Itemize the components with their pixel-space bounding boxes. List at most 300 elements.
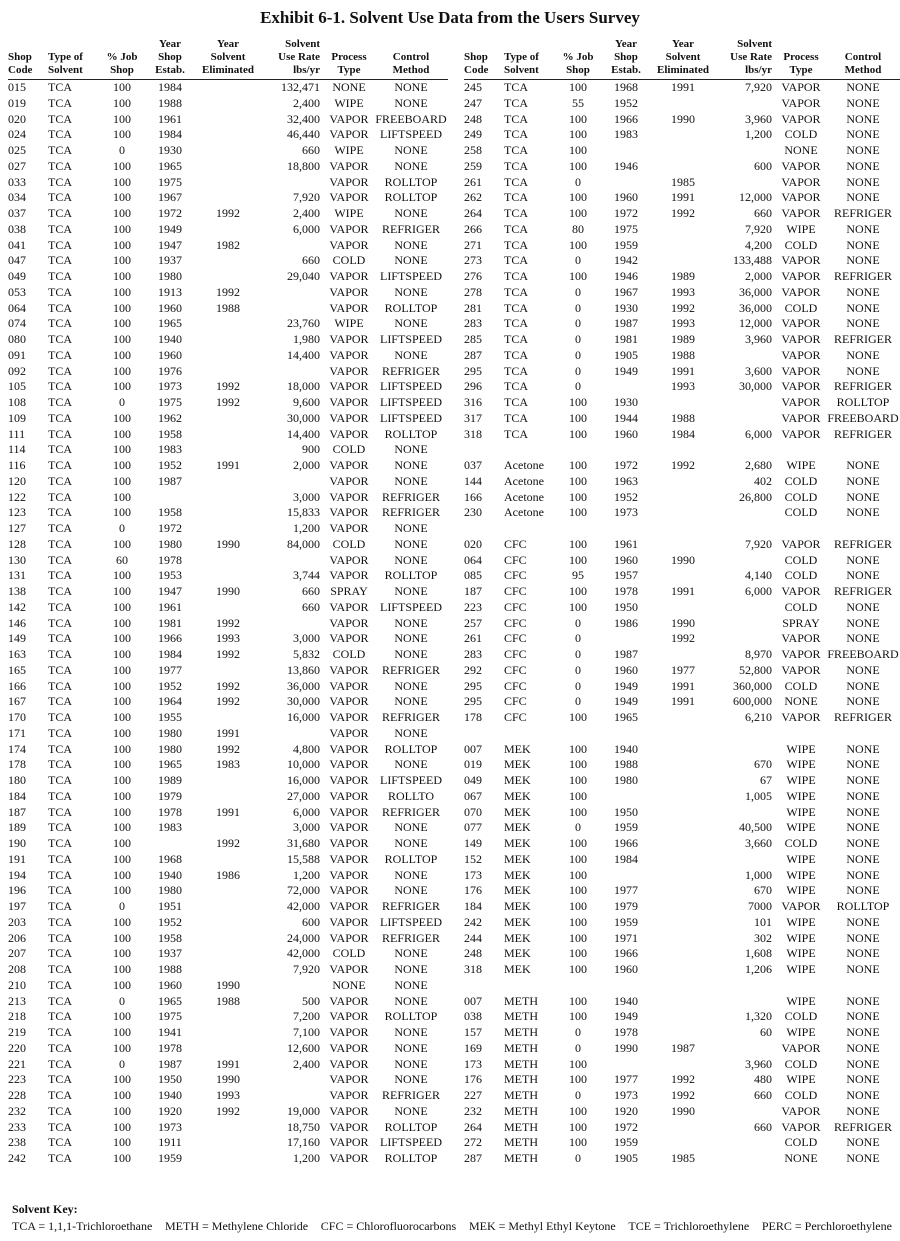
cell-year-established: 1988 xyxy=(158,95,182,110)
cell-shop-code: 272 xyxy=(464,1135,482,1150)
cell-year-eliminated xyxy=(196,521,260,537)
cell-process-type: VAPOR xyxy=(329,851,369,866)
table-row xyxy=(8,1057,448,1073)
cell-year-eliminated: 1992 xyxy=(216,694,240,709)
cell-control-method: REFRIGER xyxy=(381,363,440,378)
cell-solvent-type: MEK xyxy=(504,788,531,803)
table-row xyxy=(8,1041,448,1057)
cell-use-rate: 1,000 xyxy=(745,867,772,882)
table-row xyxy=(464,332,900,348)
table-row xyxy=(464,631,900,647)
cell-year-established: 1966 xyxy=(614,111,638,126)
cell-process-type: COLD xyxy=(784,1056,818,1071)
cell-job-shop-pct: 100 xyxy=(113,536,131,551)
cell-year-established: 1984 xyxy=(158,647,182,661)
cell-control-method: ROLLTOP xyxy=(836,899,890,913)
cell-job-shop-pct: 100 xyxy=(113,127,131,142)
cell-control-method: REFRIGER xyxy=(381,489,440,504)
cell-job-shop-pct: 100 xyxy=(569,473,587,488)
table-row xyxy=(464,994,900,1010)
cell-year-established: 1965 xyxy=(158,993,182,1008)
cell-control-method: LIFTSPEED xyxy=(379,269,442,283)
cell-process-type: WIPE xyxy=(786,221,816,236)
cell-shop-code: 138 xyxy=(8,584,26,598)
cell-job-shop-pct: 0 xyxy=(575,1025,581,1039)
cell-year-established xyxy=(600,978,652,994)
cell-year-established: 1965 xyxy=(158,158,182,173)
cell-shop-code: 038 xyxy=(8,221,26,236)
cell-shop-code: 109 xyxy=(8,410,26,425)
cell-year-eliminated: 1992 xyxy=(671,206,695,220)
cell-job-shop-pct: 100 xyxy=(113,1009,131,1024)
table-row xyxy=(8,820,448,836)
cell-year-established: 1961 xyxy=(158,111,182,126)
cell-control-method: NONE xyxy=(394,836,428,850)
table-row xyxy=(8,159,448,175)
cell-job-shop-pct: 100 xyxy=(113,1135,131,1150)
cell-process-type: VAPOR xyxy=(781,379,821,394)
cell-job-shop-pct: 100 xyxy=(569,426,587,441)
cell-shop-code: 232 xyxy=(464,1103,482,1118)
table-row xyxy=(8,521,448,537)
cell-control-method: NONE xyxy=(846,851,880,866)
cell-shop-code: 273 xyxy=(464,253,482,268)
cell-shop-code: 184 xyxy=(464,899,482,913)
cell-control-method: NONE xyxy=(846,615,880,630)
cell-shop-code: 316 xyxy=(464,395,482,409)
cell-use-rate: 26,800 xyxy=(739,489,772,504)
cell-process-type: COLD xyxy=(784,489,818,504)
cell-solvent-type: TCA xyxy=(504,80,528,94)
cell-control-method: NONE xyxy=(394,316,428,331)
cell-control-method: ROLLTOP xyxy=(384,1119,438,1134)
solvent-key-items xyxy=(12,1219,892,1234)
cell-year-established xyxy=(600,1057,652,1073)
cell-shop-code: 257 xyxy=(464,615,482,630)
table-row xyxy=(464,1041,900,1057)
cell-use-rate xyxy=(714,631,776,647)
table-row xyxy=(8,379,448,395)
cell-use-rate: 30,000 xyxy=(287,410,320,425)
cell-job-shop-pct: 100 xyxy=(113,300,131,315)
cell-year-established: 1937 xyxy=(158,253,182,268)
cell-process-type: VAPOR xyxy=(329,820,369,835)
cell-solvent-type: METH xyxy=(504,1056,538,1071)
cell-process-type: COLD xyxy=(784,552,818,567)
cell-shop-code: 219 xyxy=(8,1025,26,1039)
cell-job-shop-pct: 100 xyxy=(569,804,587,819)
cell-year-established: 1959 xyxy=(614,237,638,252)
cell-control-method: NONE xyxy=(394,473,428,488)
cell-year-eliminated: 1987 xyxy=(671,1040,695,1055)
cell-process-type: VAPOR xyxy=(329,1040,369,1055)
table-row xyxy=(464,742,900,758)
cell-shop-code: 178 xyxy=(8,757,26,772)
cell-job-shop-pct: 100 xyxy=(113,190,131,205)
cell-shop-code: 108 xyxy=(8,395,26,409)
cell-solvent-type: TCA xyxy=(48,473,72,488)
cell-shop-code: 116 xyxy=(8,458,26,472)
cell-use-rate xyxy=(260,1072,324,1088)
cell-shop-code: 184 xyxy=(8,788,26,803)
cell-use-rate: 3,660 xyxy=(745,836,772,850)
cell-use-rate: 32,400 xyxy=(287,111,320,126)
cell-solvent-type: TCA xyxy=(48,111,72,126)
cell-job-shop-pct xyxy=(556,521,600,537)
cell-shop-code: 149 xyxy=(8,631,26,646)
cell-year-eliminated: 1992 xyxy=(216,206,240,220)
cell-year-eliminated: 1983 xyxy=(216,757,240,772)
cell-process-type: VAPOR xyxy=(329,773,369,787)
cell-job-shop-pct: 95 xyxy=(572,568,584,583)
cell-solvent-type: TCA xyxy=(48,347,72,362)
cell-process-type: COLD xyxy=(784,237,818,252)
table-row xyxy=(464,584,900,600)
cell-year-eliminated: 1991 xyxy=(671,363,695,378)
cell-year-eliminated xyxy=(196,931,260,947)
cell-job-shop-pct: 100 xyxy=(113,158,131,173)
table-row xyxy=(464,490,900,506)
cell-process-type: VAPOR xyxy=(329,1151,369,1165)
cell-control-method: REFRIGER xyxy=(833,206,892,220)
cell-shop-code: 197 xyxy=(8,899,26,913)
cell-job-shop-pct: 100 xyxy=(569,962,587,976)
cell-process-type: VAPOR xyxy=(329,662,369,677)
cell-control-method: NONE xyxy=(846,552,880,567)
table-row xyxy=(464,96,900,112)
cell-shop-code: 180 xyxy=(8,773,26,787)
cell-solvent-type: TCA xyxy=(504,95,528,110)
cell-year-eliminated xyxy=(652,931,714,947)
cell-process-type: VAPOR xyxy=(781,647,821,661)
cell-process-type: VAPOR xyxy=(329,284,369,299)
cell-solvent-type: TCA xyxy=(504,158,528,173)
cell-job-shop-pct: 100 xyxy=(113,442,131,457)
cell-process-type: VAPOR xyxy=(329,962,369,976)
cell-control-method: NONE xyxy=(394,725,428,740)
cell-solvent-type: MEK xyxy=(504,930,531,945)
table-row xyxy=(8,679,448,695)
cell-shop-code: 261 xyxy=(464,174,482,189)
cell-job-shop-pct: 100 xyxy=(113,584,131,598)
cell-control-method: LIFTSPEED xyxy=(379,914,442,929)
cell-process-type: VAPOR xyxy=(329,694,369,709)
cell-job-shop-pct: 100 xyxy=(113,80,131,94)
cell-job-shop-pct: 100 xyxy=(113,694,131,709)
cell-shop-code: 228 xyxy=(8,1088,26,1102)
solvent-key xyxy=(12,1202,892,1234)
cell-year-eliminated: 1993 xyxy=(671,284,695,299)
cell-year-eliminated xyxy=(652,600,714,616)
cell-use-rate: 19,000 xyxy=(287,1103,320,1118)
cell-job-shop-pct: 100 xyxy=(569,489,587,504)
cell-solvent-type: METH xyxy=(504,1103,538,1118)
table-row xyxy=(8,364,448,380)
cell-solvent-type: MEK xyxy=(504,836,531,850)
cell-shop-code: 245 xyxy=(464,80,482,94)
cell-use-rate: 2,400 xyxy=(293,206,320,220)
cell-process-type: COLD xyxy=(332,946,366,961)
cell-shop-code: 213 xyxy=(8,993,26,1008)
cell-process-type: VAPOR xyxy=(781,174,821,189)
cell-year-eliminated: 1988 xyxy=(671,410,695,425)
cell-year-established: 1977 xyxy=(614,1072,638,1087)
cell-solvent-type: TCA xyxy=(48,316,72,331)
table-row xyxy=(464,190,900,206)
table-row xyxy=(8,490,448,506)
cell-shop-code: 019 xyxy=(8,95,26,110)
cell-job-shop-pct: 0 xyxy=(119,143,125,157)
cell-solvent-type: TCA xyxy=(48,174,72,189)
cell-shop-code: 074 xyxy=(8,316,26,331)
cell-shop-code: 015 xyxy=(8,80,26,94)
cell-year-established xyxy=(600,789,652,805)
cell-process-type: WIPE xyxy=(786,820,816,835)
cell-process-type: VAPOR xyxy=(781,395,821,409)
table-row xyxy=(8,348,448,364)
cell-solvent-type: TCA xyxy=(48,804,72,819)
cell-job-shop-pct: 100 xyxy=(113,836,131,850)
cell-year-eliminated xyxy=(196,1151,260,1167)
column-header-shop-code: Shop Code xyxy=(464,38,504,80)
cell-control-method: NONE xyxy=(394,284,428,299)
cell-shop-code: 170 xyxy=(8,710,26,724)
cell-year-established: 1958 xyxy=(158,930,182,945)
cell-job-shop-pct: 100 xyxy=(113,757,131,772)
cell-process-type: VAPOR xyxy=(781,80,821,94)
cell-use-rate: 3,000 xyxy=(293,489,320,504)
cell-year-established: 1983 xyxy=(158,442,182,457)
cell-year-established: 1930 xyxy=(158,143,182,157)
cell-solvent-type: TCA xyxy=(504,237,528,252)
table-row xyxy=(464,1025,900,1041)
cell-year-established xyxy=(600,631,652,647)
cell-shop-code: 266 xyxy=(464,221,482,236)
cell-year-eliminated: 1990 xyxy=(671,615,695,630)
cell-control-method: NONE xyxy=(846,914,880,929)
cell-job-shop-pct: 0 xyxy=(575,662,581,677)
cell-use-rate: 3,600 xyxy=(745,363,772,378)
cell-year-established xyxy=(600,726,652,742)
cell-year-eliminated: 1984 xyxy=(671,426,695,441)
cell-solvent-type: TCA xyxy=(48,363,72,378)
cell-solvent-type: TCA xyxy=(504,174,528,189)
cell-use-rate: 3,960 xyxy=(745,111,772,126)
table-row xyxy=(464,127,900,143)
cell-year-established: 1983 xyxy=(158,820,182,835)
cell-year-established: 1967 xyxy=(158,190,182,205)
cell-solvent-type: METH xyxy=(504,993,538,1008)
cell-year-eliminated xyxy=(652,757,714,773)
cell-year-eliminated xyxy=(652,852,714,868)
cell-use-rate: 132,471 xyxy=(281,80,320,94)
cell-control-method: NONE xyxy=(846,678,880,693)
cell-control-method: NONE xyxy=(846,1009,880,1024)
cell-use-rate: 15,588 xyxy=(287,851,320,866)
cell-year-established: 1920 xyxy=(614,1103,638,1118)
cell-year-established: 1988 xyxy=(614,757,638,772)
solvent-key-title: Solvent Key: xyxy=(12,1202,78,1216)
cell-year-eliminated xyxy=(196,411,260,427)
table-row xyxy=(464,710,900,726)
table-row xyxy=(464,222,900,238)
cell-control-method: NONE xyxy=(394,647,428,661)
cell-year-established: 1979 xyxy=(614,899,638,913)
cell-control-method: NONE xyxy=(394,993,428,1008)
cell-year-eliminated xyxy=(652,773,714,789)
cell-solvent-type: TCA xyxy=(48,962,72,976)
cell-job-shop-pct: 100 xyxy=(113,946,131,961)
exhibit-title: Exhibit 6-1. Solvent Use Data from the Users Survey xyxy=(260,8,640,27)
cell-job-shop-pct: 100 xyxy=(113,1103,131,1118)
cell-use-rate xyxy=(714,742,776,758)
table-row xyxy=(464,1072,900,1088)
cell-use-rate xyxy=(714,978,776,994)
cell-control-method: NONE xyxy=(394,158,428,173)
cell-process-type: VAPOR xyxy=(329,867,369,882)
cell-year-eliminated: 1992 xyxy=(216,615,240,630)
cell-year-eliminated xyxy=(196,600,260,616)
cell-process-type: VAPOR xyxy=(781,1119,821,1134)
cell-year-established: 1949 xyxy=(158,221,182,236)
cell-solvent-type xyxy=(504,442,556,458)
cell-control-method xyxy=(826,521,900,537)
cell-process-type: VAPOR xyxy=(329,914,369,929)
cell-job-shop-pct: 100 xyxy=(569,80,587,94)
cell-year-eliminated xyxy=(196,663,260,679)
cell-solvent-type: TCA xyxy=(48,851,72,866)
solvent-key-item: TCA = 1,1,1-Trichloroethane xyxy=(12,1219,153,1233)
cell-control-method: NONE xyxy=(846,489,880,504)
cell-year-eliminated xyxy=(196,852,260,868)
table-row xyxy=(464,537,900,553)
cell-year-eliminated: 1991 xyxy=(216,458,240,472)
cell-year-established: 1987 xyxy=(614,647,638,661)
cell-job-shop-pct: 100 xyxy=(569,190,587,205)
cell-process-type: VAPOR xyxy=(329,899,369,913)
cell-year-established: 1950 xyxy=(158,1072,182,1087)
cell-use-rate: 3,960 xyxy=(745,332,772,346)
cell-control-method: REFRIGER xyxy=(833,332,892,346)
table-row xyxy=(464,427,900,443)
cell-year-eliminated xyxy=(196,269,260,285)
cell-shop-code: 120 xyxy=(8,473,26,488)
cell-shop-code: 242 xyxy=(8,1151,26,1165)
cell-year-established: 1972 xyxy=(614,206,638,220)
cell-process-type: VAPOR xyxy=(329,568,369,583)
cell-control-method: NONE xyxy=(394,552,428,567)
cell-process-type: VAPOR xyxy=(781,426,821,441)
cell-year-eliminated xyxy=(196,427,260,443)
table-row xyxy=(8,127,448,143)
table-row xyxy=(464,159,900,175)
cell-solvent-type: TCA xyxy=(504,269,528,283)
cell-use-rate: 18,000 xyxy=(287,379,320,394)
cell-shop-code: 187 xyxy=(8,804,26,819)
cell-process-type xyxy=(776,726,826,742)
table-row xyxy=(8,1151,448,1167)
cell-solvent-type: TCA xyxy=(48,1088,72,1102)
cell-solvent-type: TCA xyxy=(504,379,528,394)
cell-year-established: 1965 xyxy=(614,710,638,724)
cell-year-eliminated xyxy=(196,899,260,915)
cell-shop-code: 264 xyxy=(464,206,482,220)
cell-use-rate: 3,960 xyxy=(745,1056,772,1071)
cell-shop-code: 166 xyxy=(464,489,482,504)
cell-solvent-type: MEK xyxy=(504,757,531,772)
cell-solvent-type: TCA xyxy=(48,757,72,772)
cell-use-rate: 9,600 xyxy=(293,395,320,409)
cell-shop-code: 128 xyxy=(8,536,26,551)
cell-year-eliminated xyxy=(196,348,260,364)
cell-job-shop-pct: 100 xyxy=(113,1151,131,1165)
table-row xyxy=(464,395,900,411)
cell-year-eliminated xyxy=(652,915,714,931)
table-row xyxy=(8,757,448,773)
cell-control-method: FREEBOARD xyxy=(827,410,899,425)
cell-shop-code: 238 xyxy=(8,1135,26,1150)
table-row xyxy=(8,1009,448,1025)
cell-year-eliminated xyxy=(652,836,714,852)
cell-year-established: 1949 xyxy=(614,694,638,709)
cell-year-established: 1972 xyxy=(614,1119,638,1134)
cell-use-rate: 7,100 xyxy=(293,1025,320,1039)
cell-solvent-type: TCA xyxy=(48,143,72,157)
cell-process-type: VAPOR xyxy=(329,111,369,126)
cell-job-shop-pct: 100 xyxy=(113,426,131,441)
table-row xyxy=(8,80,448,96)
cell-shop-code: 176 xyxy=(464,1072,482,1087)
table-row xyxy=(8,474,448,490)
cell-year-established: 1975 xyxy=(158,395,182,409)
table-row xyxy=(8,726,448,742)
cell-process-type: VAPOR xyxy=(329,489,369,504)
cell-solvent-type: METH xyxy=(504,1151,538,1165)
cell-job-shop-pct: 100 xyxy=(569,395,587,409)
cell-process-type: WIPE xyxy=(786,1072,816,1087)
table-row xyxy=(464,946,900,962)
cell-solvent-type: TCA xyxy=(48,1009,72,1024)
cell-process-type: WIPE xyxy=(786,788,816,803)
cell-shop-code: 190 xyxy=(8,836,26,850)
cell-job-shop-pct: 100 xyxy=(113,631,131,646)
cell-control-method: NONE xyxy=(394,80,428,94)
table-row xyxy=(8,505,448,521)
cell-shop-code: 278 xyxy=(464,284,482,299)
cell-solvent-type: TCA xyxy=(48,1135,72,1150)
cell-use-rate xyxy=(714,395,776,411)
cell-control-method: NONE xyxy=(394,757,428,772)
cell-job-shop-pct: 0 xyxy=(575,332,581,346)
cell-year-established: 1905 xyxy=(614,347,638,362)
cell-control-method: NONE xyxy=(394,1103,428,1118)
column-header-year-eliminated: Year Solvent Eliminated xyxy=(652,38,714,80)
cell-process-type: COLD xyxy=(332,647,366,661)
cell-process-type: VAPOR xyxy=(329,174,369,189)
table-row xyxy=(464,789,900,805)
cell-year-eliminated xyxy=(652,96,714,112)
cell-year-eliminated xyxy=(196,1025,260,1041)
cell-job-shop-pct: 0 xyxy=(119,521,125,535)
cell-process-type: VAPOR xyxy=(781,410,821,425)
cell-use-rate: 72,000 xyxy=(287,883,320,898)
cell-shop-code: 092 xyxy=(8,363,26,378)
cell-year-eliminated: 1992 xyxy=(216,284,240,299)
cell-year-eliminated: 1985 xyxy=(671,174,695,189)
cell-year-eliminated: 1989 xyxy=(671,332,695,346)
cell-solvent-type xyxy=(504,521,556,537)
cell-use-rate: 1,608 xyxy=(745,946,772,961)
